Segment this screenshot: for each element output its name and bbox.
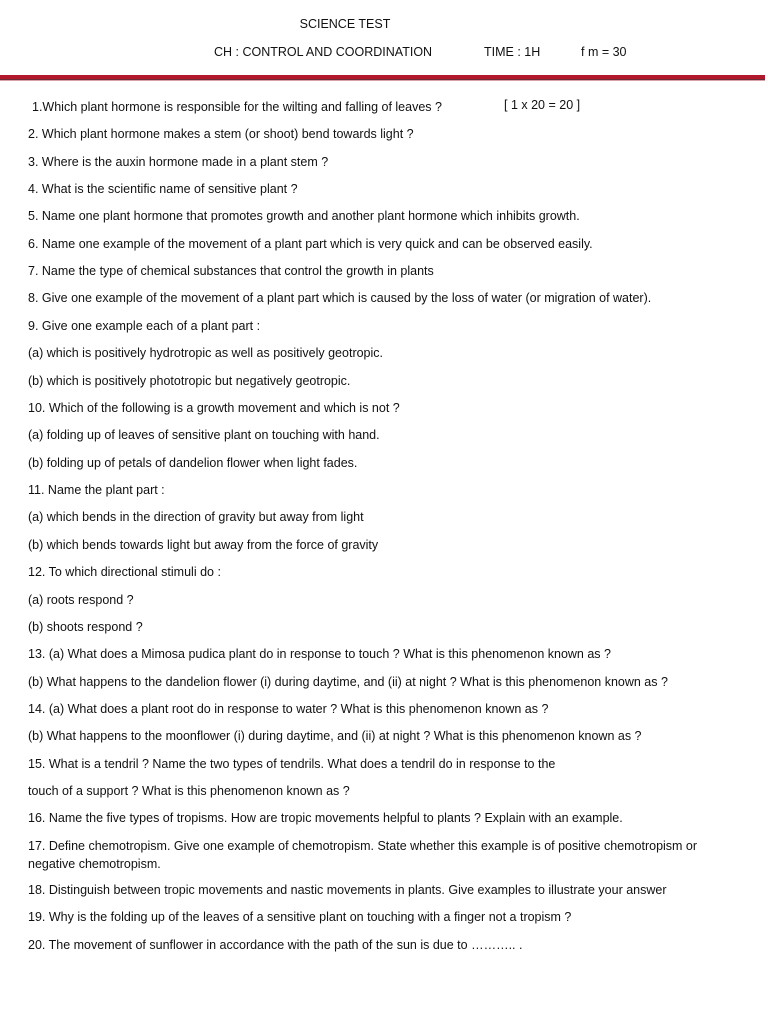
question-9a: (a) which is positively hydrotropic as well as positively geotropic. bbox=[28, 346, 384, 360]
full-marks-label: f m = 30 bbox=[581, 45, 627, 59]
question-14b: (b) What happens to the moonflower (i) during daytime, and (ii) at night ? What is this phenomenon known as ? bbox=[28, 729, 642, 743]
question-13a: 13. (a) What does a Mimosa pudica plant do in response to touch ? What is this phenomenon known as ? bbox=[28, 647, 611, 661]
question-4: 4. What is the scientific name of sensitive plant ? bbox=[28, 182, 298, 196]
question-19: 19. Why is the folding up of the leaves of a sensitive plant on touching with a finger not a tropism ? bbox=[28, 910, 572, 924]
question-10a: (a) folding up of leaves of sensitive plant on touching with hand. bbox=[28, 428, 380, 442]
time-label: TIME : 1H bbox=[484, 45, 541, 59]
question-14a: 14. (a) What does a plant root do in response to water ? What is this phenomenon known as ? bbox=[28, 702, 549, 716]
question-5: 5. Name one plant hormone that promotes growth and another plant hormone which inhibits growth. bbox=[28, 209, 580, 223]
question-9b: (b) which is positively phototropic but negatively geotropic. bbox=[28, 374, 351, 388]
question-8: 8. Give one example of the movement of a plant part which is caused by the loss of water (or migration of water). bbox=[28, 291, 652, 305]
question-11a: (a) which bends in the direction of gravity but away from light bbox=[28, 510, 364, 524]
chapter-label: CH : CONTROL AND COORDINATION bbox=[214, 45, 433, 59]
question-10b: (b) folding up of petals of dandelion flower when light fades. bbox=[28, 456, 358, 470]
question-2: 2. Which plant hormone makes a stem (or shoot) bend towards light ? bbox=[28, 127, 414, 141]
question-12a: (a) roots respond ? bbox=[28, 593, 134, 607]
question-9: 9. Give one example each of a plant part : bbox=[28, 319, 261, 333]
question-3: 3. Where is the auxin hormone made in a plant stem ? bbox=[28, 155, 329, 169]
question-11b: (b) which bends towards light but away from the force of gravity bbox=[28, 538, 379, 552]
header-divider bbox=[0, 75, 765, 80]
question-13b: (b) What happens to the dandelion flower (i) during daytime, and (ii) at night ? What is this phenomenon known as ? bbox=[28, 675, 668, 689]
marks-allocation: [ 1 x 20 = 20 ] bbox=[504, 98, 581, 112]
question-12b: (b) shoots respond ? bbox=[28, 620, 143, 634]
question-11: 11. Name the plant part : bbox=[28, 483, 165, 497]
question-18: 18. Distinguish between tropic movements and nastic movements in plants. Give examples to illustrate your answer bbox=[28, 883, 667, 897]
question-15-continued: touch of a support ? What is this phenomenon known as ? bbox=[28, 784, 350, 798]
question-12: 12. To which directional stimuli do : bbox=[28, 565, 221, 579]
test-title: SCIENCE TEST bbox=[299, 17, 391, 31]
question-20: 20. The movement of sunflower in accordance with the path of the sun is due to ……….. . bbox=[28, 938, 523, 952]
question-7: 7. Name the type of chemical substances that control the growth in plants bbox=[28, 264, 434, 278]
question-16: 16. Name the five types of tropisms. How are tropic movements helpful to plants ? Explain with an example. bbox=[28, 811, 623, 825]
question-6: 6. Name one example of the movement of a plant part which is very quick and can be observed easily. bbox=[28, 237, 593, 251]
question-17: 17. Define chemotropism. Give one example of chemotropism. State whether this example is of positive chemotropism or negative chemotropism. bbox=[28, 839, 698, 871]
question-10: 10. Which of the following is a growth movement and which is not ? bbox=[28, 401, 400, 415]
question-1: 1.Which plant hormone is responsible for the wilting and falling of leaves ? bbox=[32, 100, 442, 114]
question-15: 15. What is a tendril ? Name the two types of tendrils. What does a tendril do in response to the bbox=[28, 757, 556, 771]
